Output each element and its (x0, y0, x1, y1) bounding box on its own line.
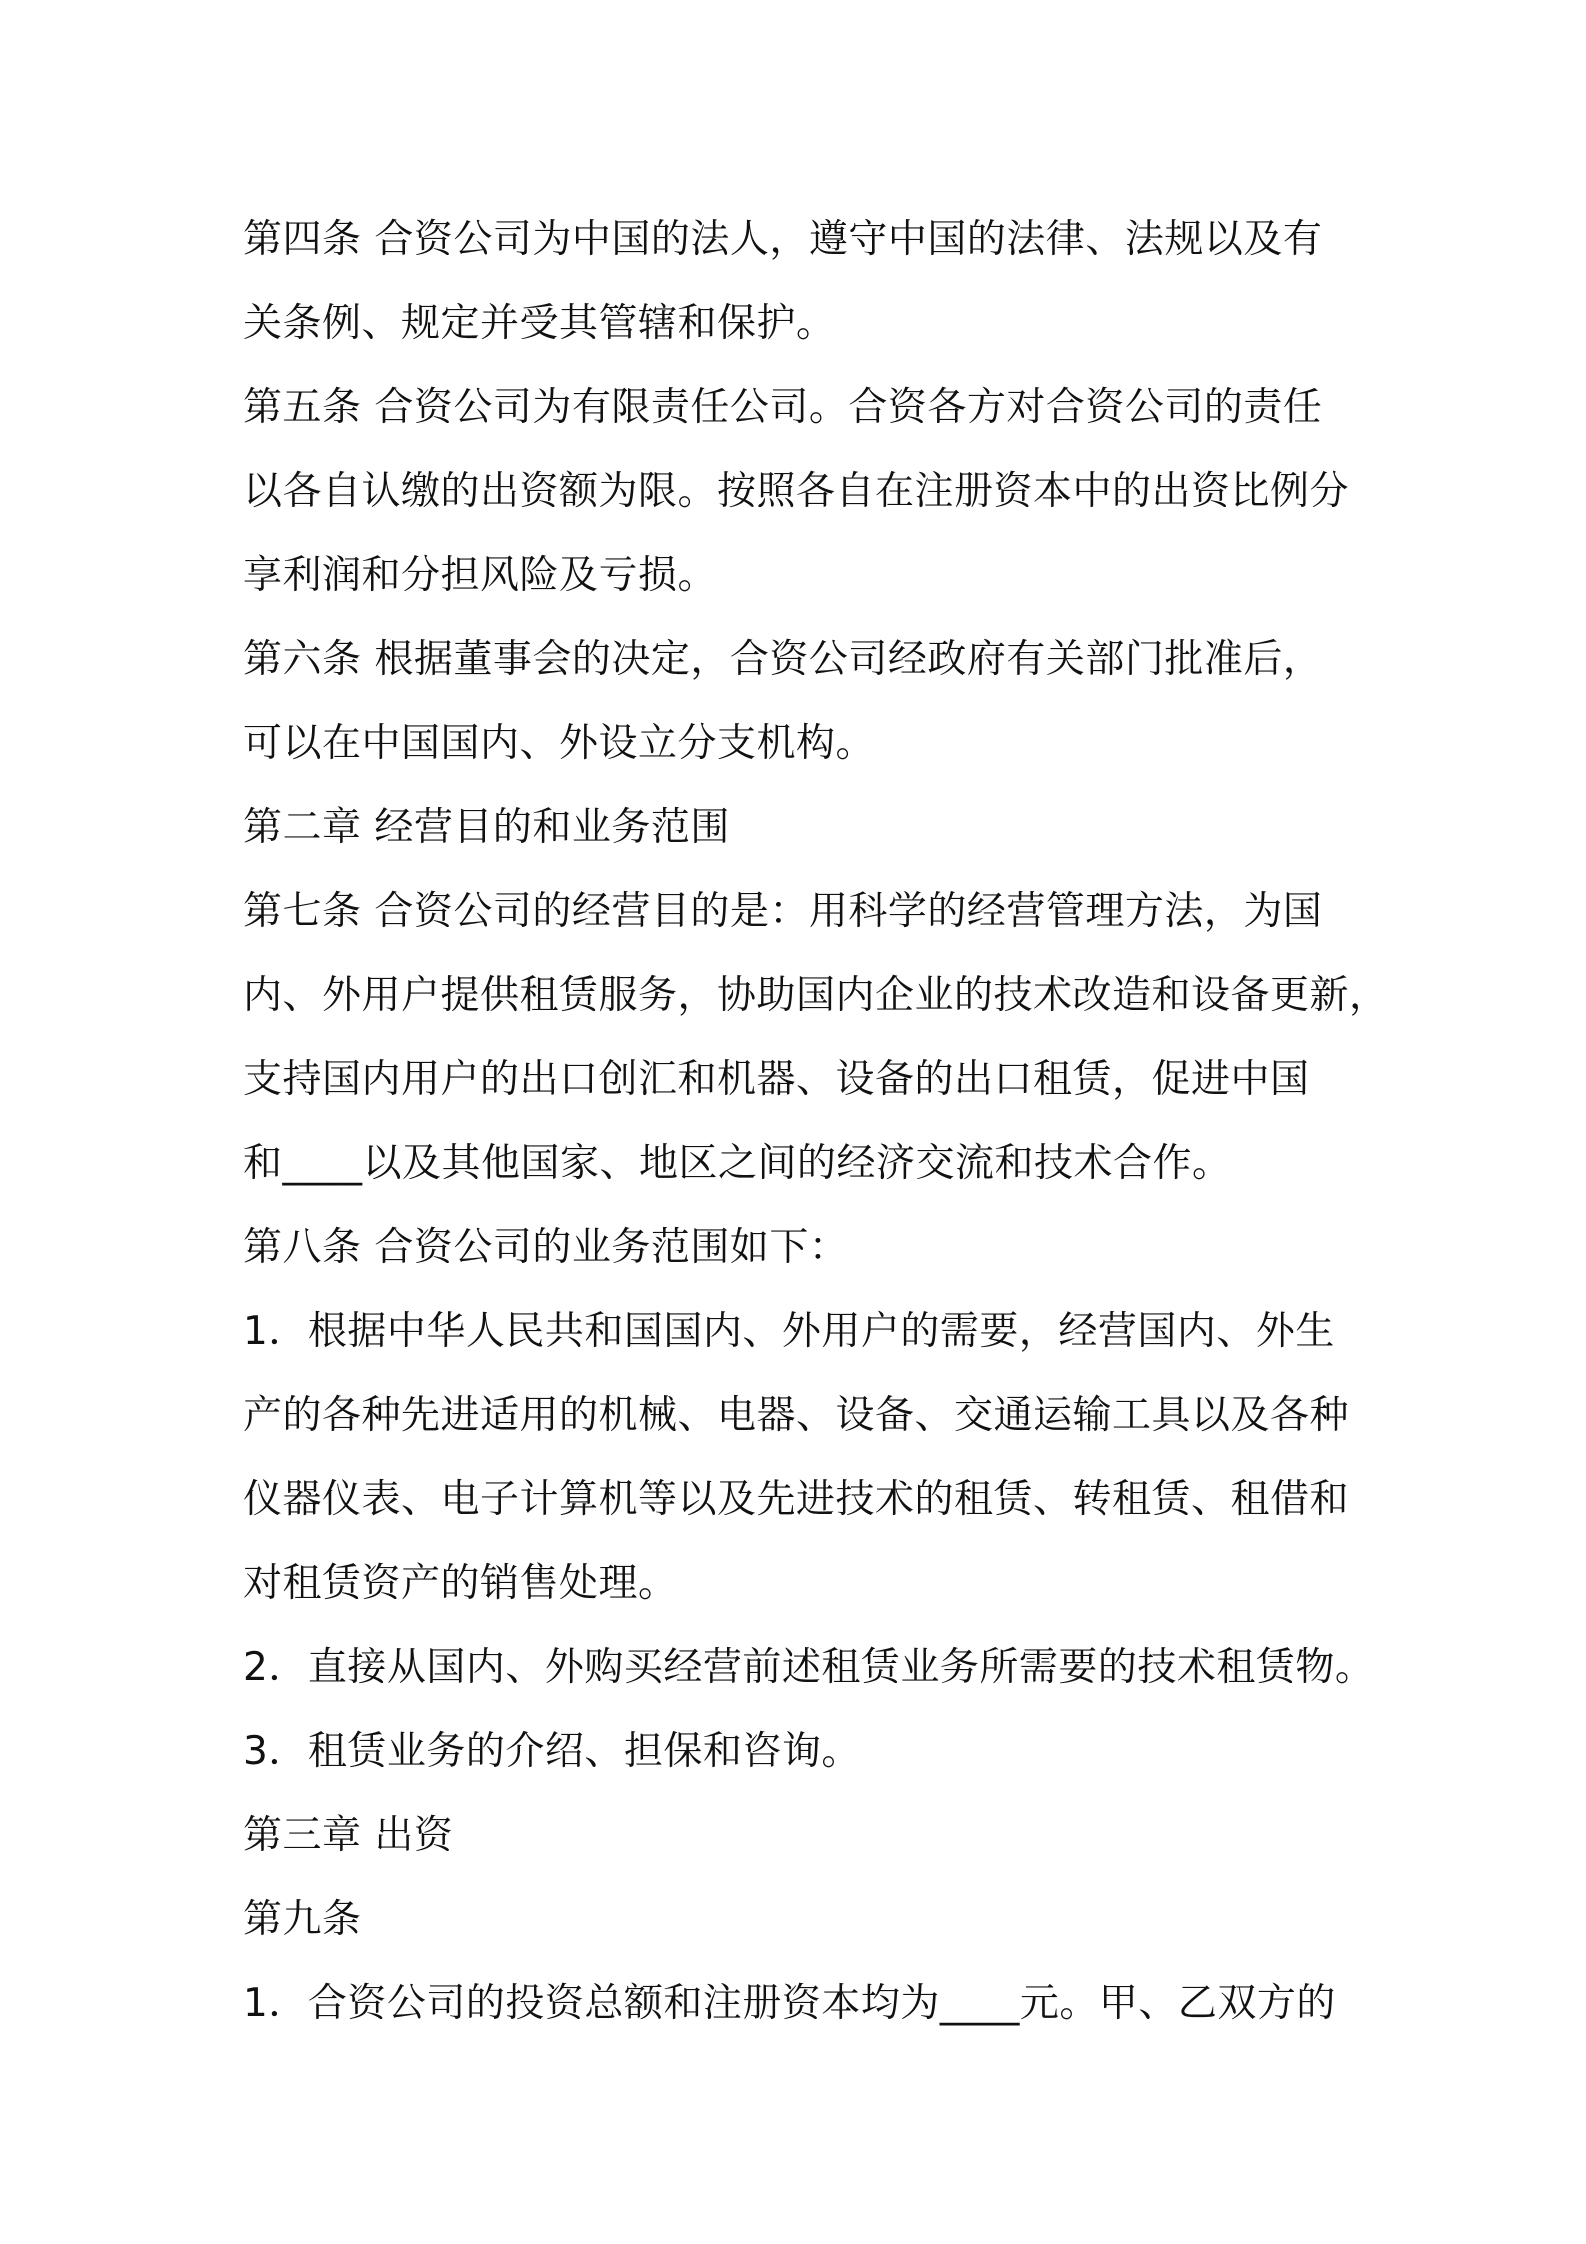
list-item-1: 1．合资公司的投资总额和注册资本均为____元。甲、乙双方的 (243, 1981, 1336, 2026)
text-line: 以各自认缴的出资额为限。按照各自在注册资本中的出资比例分 (243, 469, 1350, 514)
list-item-3: 3．租赁业务的介绍、担保和咨询。 (243, 1729, 861, 1774)
text-line: 内、外用户提供租赁服务，协助国内企业的技术改造和设备更新， (243, 973, 1389, 1018)
text-line: 产的各种先进适用的机械、电器、设备、交通运输工具以及各种 (243, 1393, 1350, 1438)
text-line-article-6: 第六条 根据董事会的决定，合资公司经政府有关部门批准后， (243, 637, 1323, 682)
list-item-2: 2．直接从国内、外购买经营前述租赁业务所需要的技术租赁物。 (243, 1645, 1375, 1690)
text-line-article-9: 第九条 (243, 1897, 362, 1942)
chapter-heading-3: 第三章 出资 (243, 1813, 454, 1858)
text-line: 支持国内用户的出口创汇和机器、设备的出口租赁，促进中国 (243, 1057, 1310, 1102)
text-line-article-4: 第四条 合资公司为中国的法人，遵守中国的法律、法规以及有 (243, 217, 1323, 262)
text-line-article-8: 第八条 合资公司的业务范围如下： (243, 1225, 849, 1270)
chapter-heading-2: 第二章 经营目的和业务范围 (243, 805, 730, 850)
text-line-article-5: 第五条 合资公司为有限责任公司。合资各方对合资公司的责任 (243, 385, 1323, 430)
text-line: 享利润和分担风险及亏损。 (243, 553, 718, 598)
document-body (243, 198, 1389, 2046)
text-line-article-7: 第七条 合资公司的经营目的是：用科学的经营管理方法，为国 (243, 889, 1323, 934)
list-item-1: 1．根据中华人民共和国国内、外用户的需要，经营国内、外生 (243, 1309, 1335, 1354)
text-line: 仪器仪表、电子计算机等以及先进技术的租赁、转租赁、租借和 (243, 1477, 1350, 1522)
text-line: 和____以及其他国家、地区之间的经济交流和技术合作。 (243, 1141, 1232, 1186)
text-line: 关条例、规定并受其管辖和保护。 (243, 301, 836, 346)
text-line: 可以在中国国内、外设立分支机构。 (243, 721, 876, 766)
text-line: 对租赁资产的销售处理。 (243, 1561, 678, 1606)
